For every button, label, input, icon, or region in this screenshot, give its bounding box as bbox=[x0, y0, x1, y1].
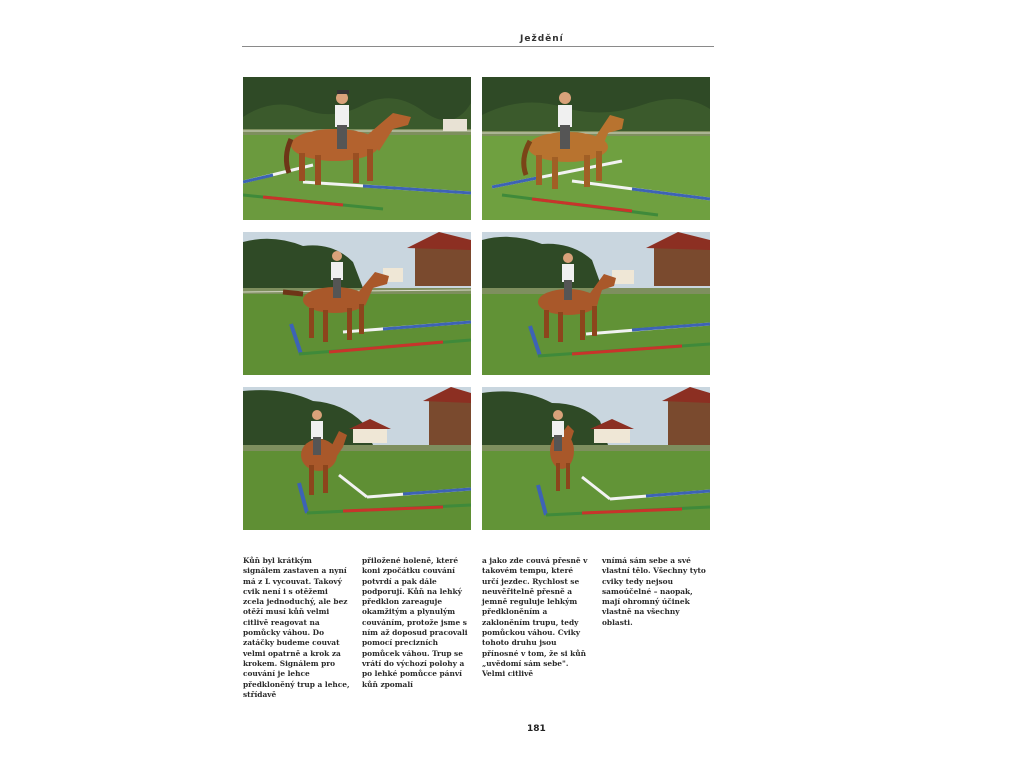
header-rule bbox=[242, 46, 714, 47]
text-column-2 bbox=[362, 556, 470, 690]
photo-1 bbox=[243, 77, 471, 220]
photo-4-image bbox=[482, 232, 710, 375]
photo-6 bbox=[482, 387, 710, 530]
paragraph: vnímá sám sebe a své vlastní tělo. Všechny tyto cviky tedy nejsou samoúčelné – naopak, mají ohromný účinek vlastně na všechny oblasti. bbox=[602, 556, 706, 627]
photo-5-image bbox=[243, 387, 471, 530]
paragraph: Kůň byl krátkým signálem zastaven a nyní má z L vycouvat. Takový cvik není i s otěžemi zcela jednoduchý, ale bez otěží musí kůň velmi citlivě reagovat na pomůcky váhou. Do zatáčky budeme couvat velmi opatrně a krok za krokem. Signálem pro couvání je lehce předkloněný trup a lehce, střídavě bbox=[243, 556, 350, 699]
photo-3 bbox=[243, 232, 471, 375]
running-header: Ježdění bbox=[520, 34, 564, 44]
photo-2-image bbox=[482, 77, 710, 220]
paragraph: přiložené holeně, které koni zpočátku couvání potvrdí a pak dále podporují. Kůň na lehký předklon zareaguje okamžitým a plynulým couváním, protože jsme s ním až doposud pracovali pomocí precizních pomůcek váhou. Trup se vrátí do výchozí polohy a po lehké pomůcce pánví kůň zpomalí bbox=[362, 556, 468, 689]
photo-2 bbox=[482, 77, 710, 220]
paragraph: a jako zde couvá přesně v takovém tempu, které určí jezdec. Rychlost se neuvěřitelně přesně a jemně reguluje lehkým předkloněním a zakloněním trupu, tedy pomůckou váhou. Cviky tohoto druhu jsou přínosné v tom, že si kůň „uvědomí sám sebe". Velmi citlivě bbox=[482, 556, 588, 679]
text-column-4 bbox=[602, 556, 710, 628]
photo-1-image bbox=[243, 77, 471, 220]
photo-3-image bbox=[243, 232, 471, 375]
page-number: 181 bbox=[527, 724, 546, 734]
text-column-1 bbox=[243, 556, 351, 700]
photo-5 bbox=[243, 387, 471, 530]
photo-6-image bbox=[482, 387, 710, 530]
photo-4 bbox=[482, 232, 710, 375]
text-column-3 bbox=[482, 556, 590, 680]
